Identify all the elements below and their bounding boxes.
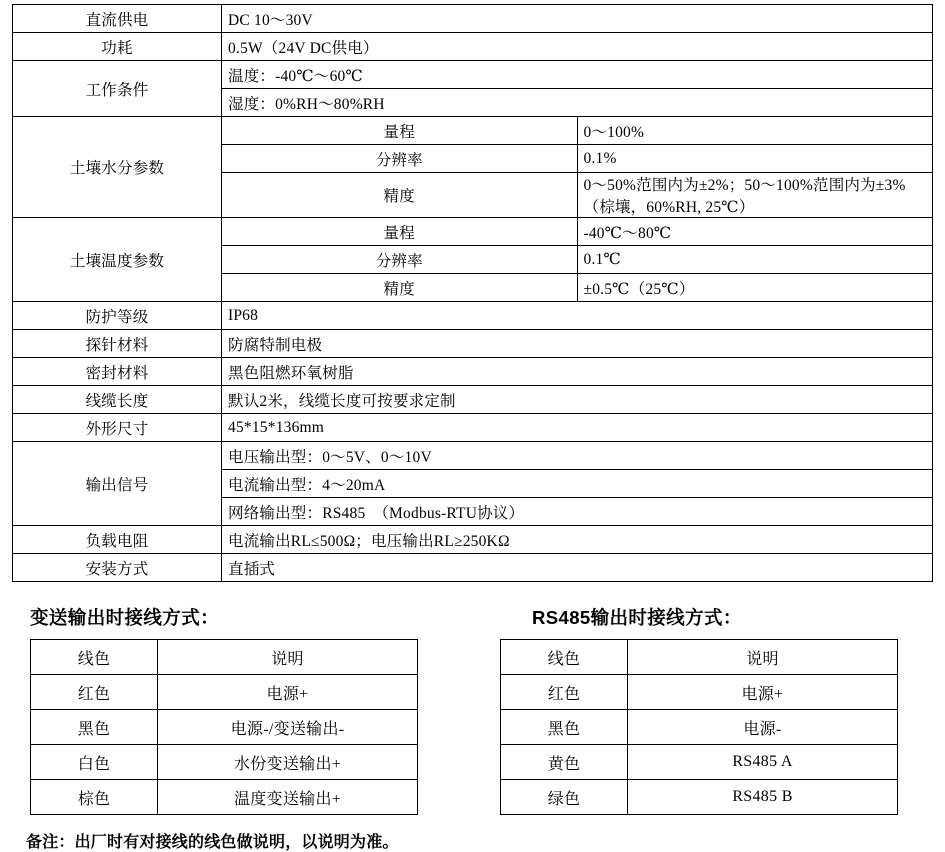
column-header-color: 线色 [31, 640, 158, 675]
wiring-section [12, 604, 933, 815]
wire-color: 黄色 [501, 745, 628, 780]
spec-sublabel: 精度 [222, 274, 578, 302]
wire-description: 电源- [628, 710, 898, 745]
spec-label: 土壤水分参数 [13, 117, 222, 218]
spec-value: 电流输出RL≤500Ω；电压输出RL≥250KΩ [222, 526, 933, 554]
spec-value: 防腐特制电极 [222, 330, 933, 358]
spec-label: 直流供电 [13, 5, 222, 33]
column-header-description: 说明 [628, 640, 898, 675]
table-row [13, 554, 933, 582]
spec-label: 输出信号 [13, 442, 222, 526]
wire-color: 黑色 [31, 710, 158, 745]
table-row [501, 675, 898, 710]
table-row [13, 386, 933, 414]
spec-value: DC 10～30V [222, 5, 933, 33]
spec-sublabel: 分辨率 [222, 246, 578, 274]
wire-description: RS485 B [628, 780, 898, 815]
spec-label: 负载电阻 [13, 526, 222, 554]
spec-value: 0～50%范围内为±2%；50～100%范围内为±3%（棕壤，60%RH, 25℃） [577, 173, 933, 218]
spec-label: 密封材料 [13, 358, 222, 386]
spec-sublabel: 精度 [222, 173, 578, 218]
spec-value: 电流输出型：4～20mA [222, 470, 933, 498]
wire-description: 温度变送输出+ [158, 780, 418, 815]
wire-color: 绿色 [501, 780, 628, 815]
table-row [501, 710, 898, 745]
wiring-block-rs485 [500, 604, 930, 815]
wire-description: 电源-/变送输出- [158, 710, 418, 745]
table-row [13, 61, 933, 89]
wiring-right-table [500, 639, 898, 815]
table-row [13, 218, 933, 246]
table-row [13, 442, 933, 470]
table-row [13, 117, 933, 145]
spec-value: 温度：-40℃～60℃ [222, 61, 933, 89]
table-row [31, 745, 418, 780]
spec-value: -40℃～80℃ [577, 218, 933, 246]
spec-label: 防护等级 [13, 302, 222, 330]
table-row [31, 710, 418, 745]
footer-note: 备注：出厂时有对接线的线色做说明，以说明为准。 [26, 834, 399, 851]
table-row [31, 780, 418, 815]
table-row [13, 526, 933, 554]
wire-color: 白色 [31, 745, 158, 780]
spec-value: 黑色阻燃环氧树脂 [222, 358, 933, 386]
spec-value: 45*15*136mm [222, 414, 933, 442]
spec-value: ±0.5℃（25℃） [577, 274, 933, 302]
spec-label: 外形尺寸 [13, 414, 222, 442]
spec-value: 0～100% [577, 117, 933, 145]
spec-label: 土壤温度参数 [13, 218, 222, 302]
spec-label: 线缆长度 [13, 386, 222, 414]
wire-color: 红色 [31, 675, 158, 710]
wire-color: 棕色 [31, 780, 158, 815]
spec-sublabel: 量程 [222, 117, 578, 145]
spec-sublabel: 分辨率 [222, 145, 578, 173]
table-row [13, 330, 933, 358]
table-row [13, 302, 933, 330]
spec-value: 网络输出型：RS485 （Modbus-RTU协议） [222, 498, 933, 526]
table-row [501, 640, 898, 675]
wiring-left-title: 变送输出时接线方式： [30, 607, 220, 628]
table-row [13, 358, 933, 386]
spec-sublabel: 量程 [222, 218, 578, 246]
spec-value: IP68 [222, 302, 933, 330]
wiring-left-table [30, 639, 418, 815]
spec-value: 0.1% [577, 145, 933, 173]
spec-label: 安装方式 [13, 554, 222, 582]
spec-value: 0.1℃ [577, 246, 933, 274]
specification-table [12, 4, 933, 582]
wiring-block-transmitter [30, 604, 460, 815]
spec-value: 0.5W（24V DC供电） [222, 33, 933, 61]
table-row [501, 780, 898, 815]
wire-description: 水份变送输出+ [158, 745, 418, 780]
spec-value: 电压输出型：0～5V、0～10V [222, 442, 933, 470]
table-row [13, 5, 933, 33]
wire-description: 电源+ [628, 675, 898, 710]
column-header-description: 说明 [158, 640, 418, 675]
wire-color: 红色 [501, 675, 628, 710]
spec-label: 功耗 [13, 33, 222, 61]
wire-description: 电源+ [158, 675, 418, 710]
wire-description: RS485 A [628, 745, 898, 780]
table-row [31, 640, 418, 675]
table-row [13, 414, 933, 442]
table-row [13, 33, 933, 61]
spec-value: 湿度：0%RH～80%RH [222, 89, 933, 117]
wire-color: 黑色 [501, 710, 628, 745]
table-row [31, 675, 418, 710]
spec-value: 直插式 [222, 554, 933, 582]
spec-label: 工作条件 [13, 61, 222, 117]
wiring-right-title: RS485输出时接线方式： [532, 607, 742, 628]
column-header-color: 线色 [501, 640, 628, 675]
spec-value: 默认2米，线缆长度可按要求定制 [222, 386, 933, 414]
specification-table-container [12, 4, 933, 582]
table-row [501, 745, 898, 780]
spec-label: 探针材料 [13, 330, 222, 358]
